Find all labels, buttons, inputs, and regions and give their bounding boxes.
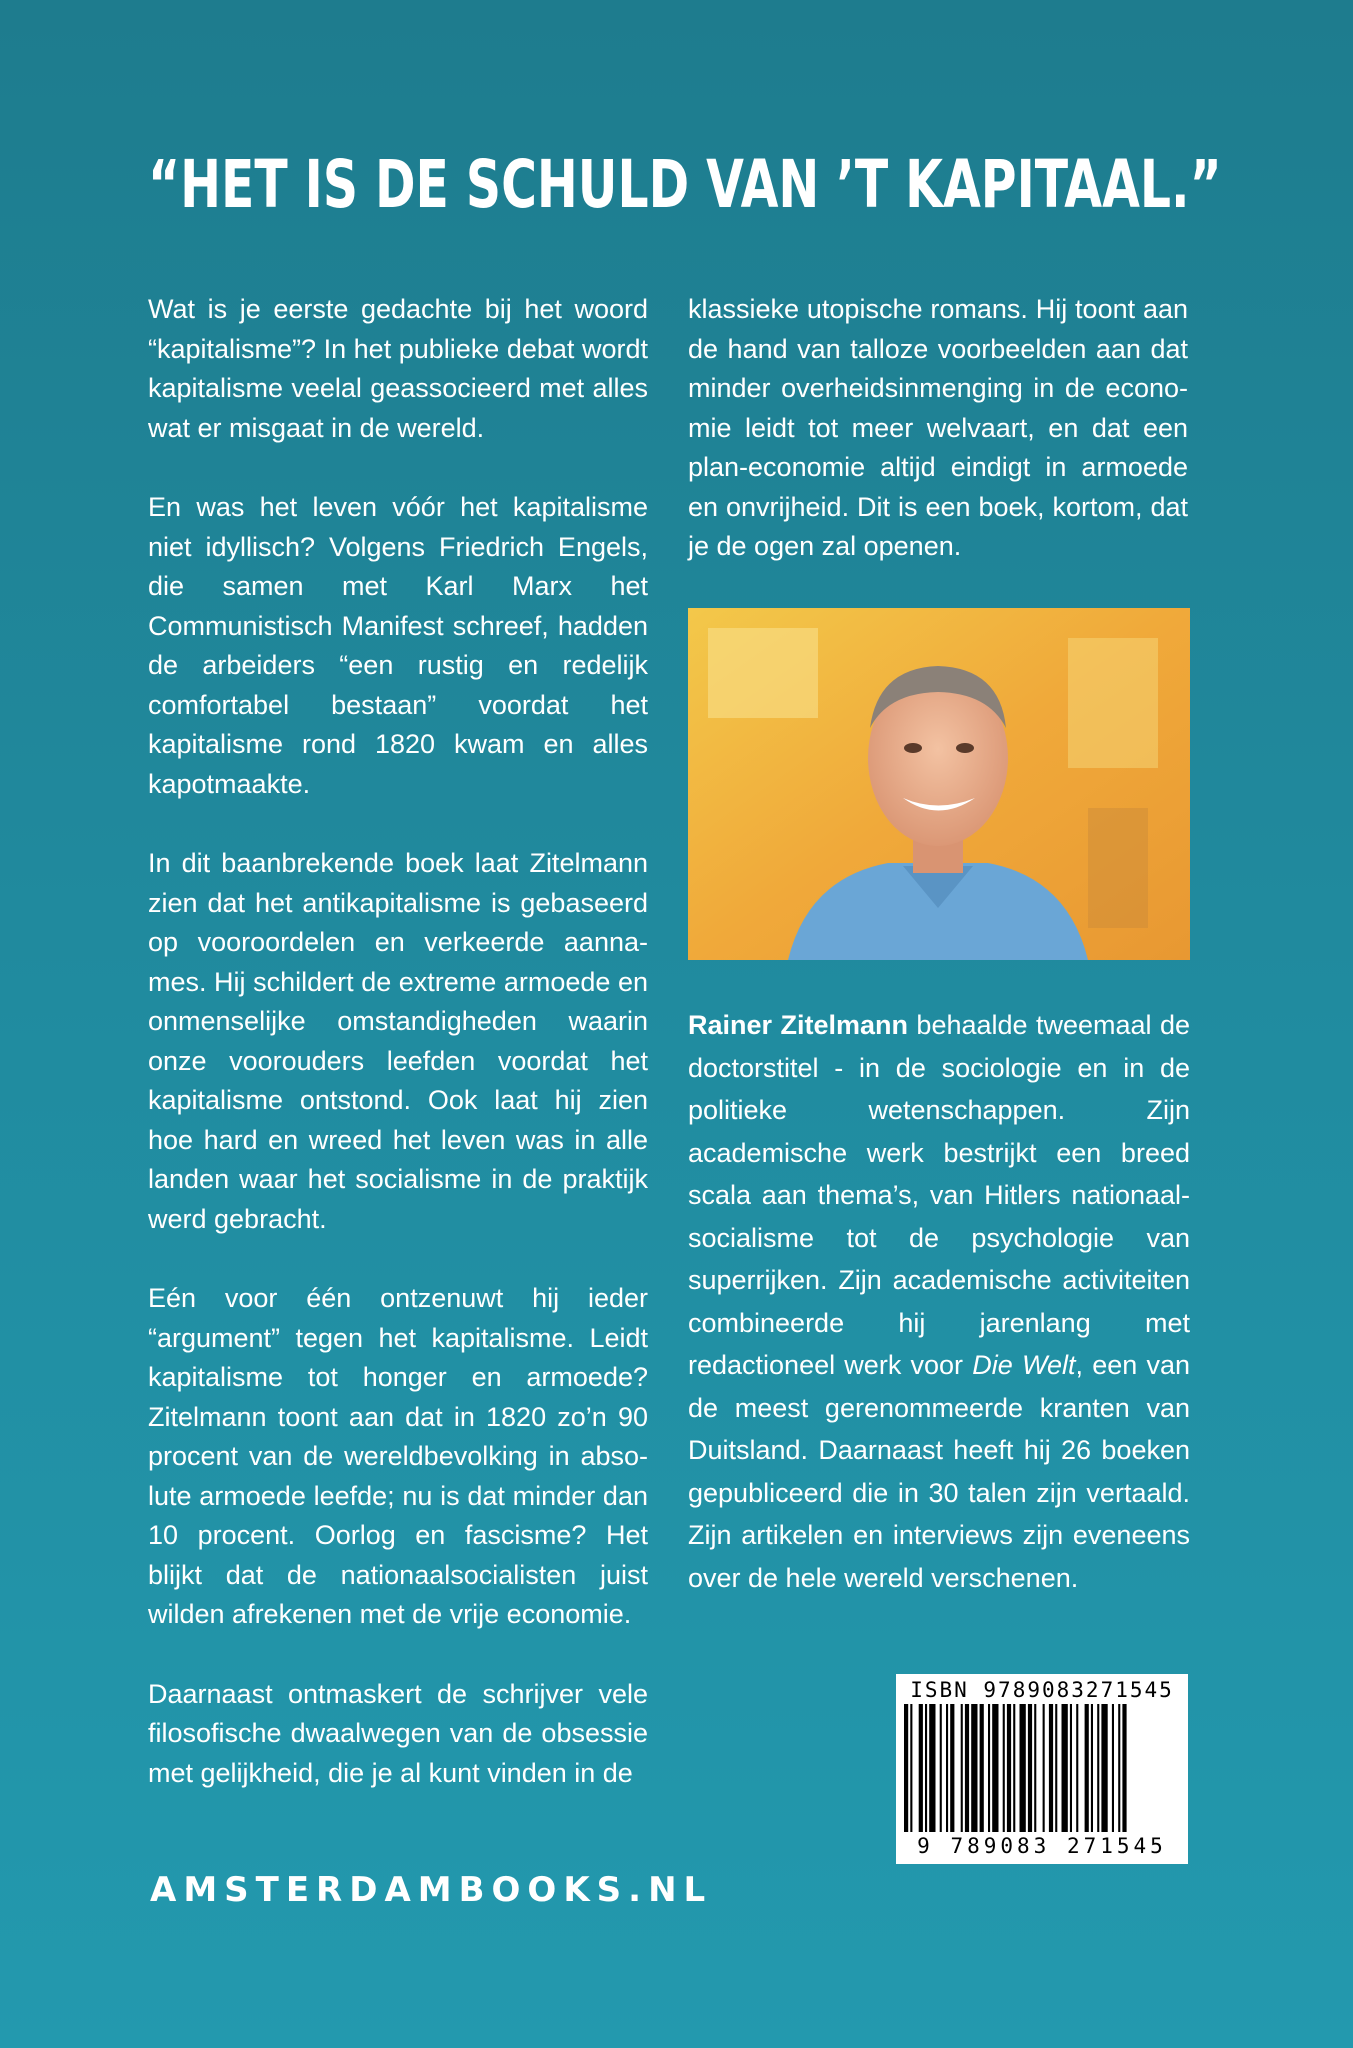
paragraph: klassieke utopische romans. Hij toont aan de hand van talloze voorbeelden aan dat minder overheidsinmenging in de economie leidt tot meer welvaart, en dat een plan-economie altijd eindigt in armoede en onvrijheid. Dit is een boek, kortom, dat je de ogen zal openen. xyxy=(688,294,1188,561)
barcode-bars xyxy=(904,1704,1180,1832)
paragraph: Eén voor één ontzenuwt hij ieder “argument” tegen het kapitalisme. Leidt kapitalisme tot honger en armoede? Zitelmann toont aan dat in 1820 zo’n 90 procent van de wereldbevolking in absolute armoede leefde; nu is dat minder dan 10 procent. Oorlog en fascisme? Het blijkt dat de nationaalsocialisten juist wilden afrekenen met de vrije economie. xyxy=(148,1283,648,1629)
author-photo xyxy=(688,608,1190,960)
website: AMSTERDAMBOOKS.NL xyxy=(150,1870,713,1910)
isbn-digits: 9 789083 271545 xyxy=(917,1834,1167,1858)
paragraph: Wat is je eerste gedachte bij het woord “kapitalisme”? In het publieke debat wordt kapitalisme veelal geassocieerd met alles wat er misgaat in de wereld. xyxy=(148,294,648,443)
author-name: Rainer Zitelmann xyxy=(688,1010,908,1040)
paragraph: In dit baanbrekende boek laat Zitelmann zien dat het antikapitalisme is gebaseerd op vooroordelen en verkeerde aannames. Hij schildert de extreme armoede en onmenselijke omstandigheden waarin onze voorouders leefden voordat het kapitalisme ontstond. Ook laat hij zien hoe hard en wreed het leven was in alle landen waar het socialisme in de praktijk werd gebracht. xyxy=(148,848,648,1234)
headline: “HET IS DE SCHULD VAN ’T KAPITAAL.” xyxy=(148,146,1222,223)
left-column xyxy=(148,290,648,1833)
newspaper-name: Die Welt xyxy=(972,1350,1076,1380)
isbn-barcode xyxy=(896,1674,1188,1864)
bio-text: behaalde tweemaal de doctorstitel - in de sociologie en in de politieke wetenschappen. Zijn academische werk bestrijkt een breed scala aan thema’s, van Hitlers nationaal-socialisme tot de psychologie van superrijken. Zijn academische activiteiten combineerde hij jarenlang met redactioneel werk voor xyxy=(688,1010,1190,1380)
isbn-label: ISBN 9789083271545 xyxy=(910,1678,1174,1702)
paragraph: Daarnaast ontmaskert de schrijver vele filosofische dwaalwegen van de obsessie met gelijkheid, die je al kunt vinden in de xyxy=(148,1678,648,1788)
right-column xyxy=(688,290,1188,607)
paragraph: En was het leven vóór het kapitalisme niet idyllisch? Volgens Friedrich Engels, die samen met Karl Marx het Communistisch Manifest schreef, hadden de arbeiders “een rustig en redelijk comfortabel bestaan” voordat het kapitalisme rond 1820 kwam en alles kapotmaakte. xyxy=(148,492,648,799)
bio-text: , een van de meest gerenommeerde kranten van Duitsland. Daarnaast heeft hij 26 boeken gepubliceerd die in 30 talen zijn vertaald. Zijn artikelen en interviews zijn eveneens over de hele wereld verschenen. xyxy=(688,1350,1190,1593)
author-bio xyxy=(688,1004,1190,1599)
